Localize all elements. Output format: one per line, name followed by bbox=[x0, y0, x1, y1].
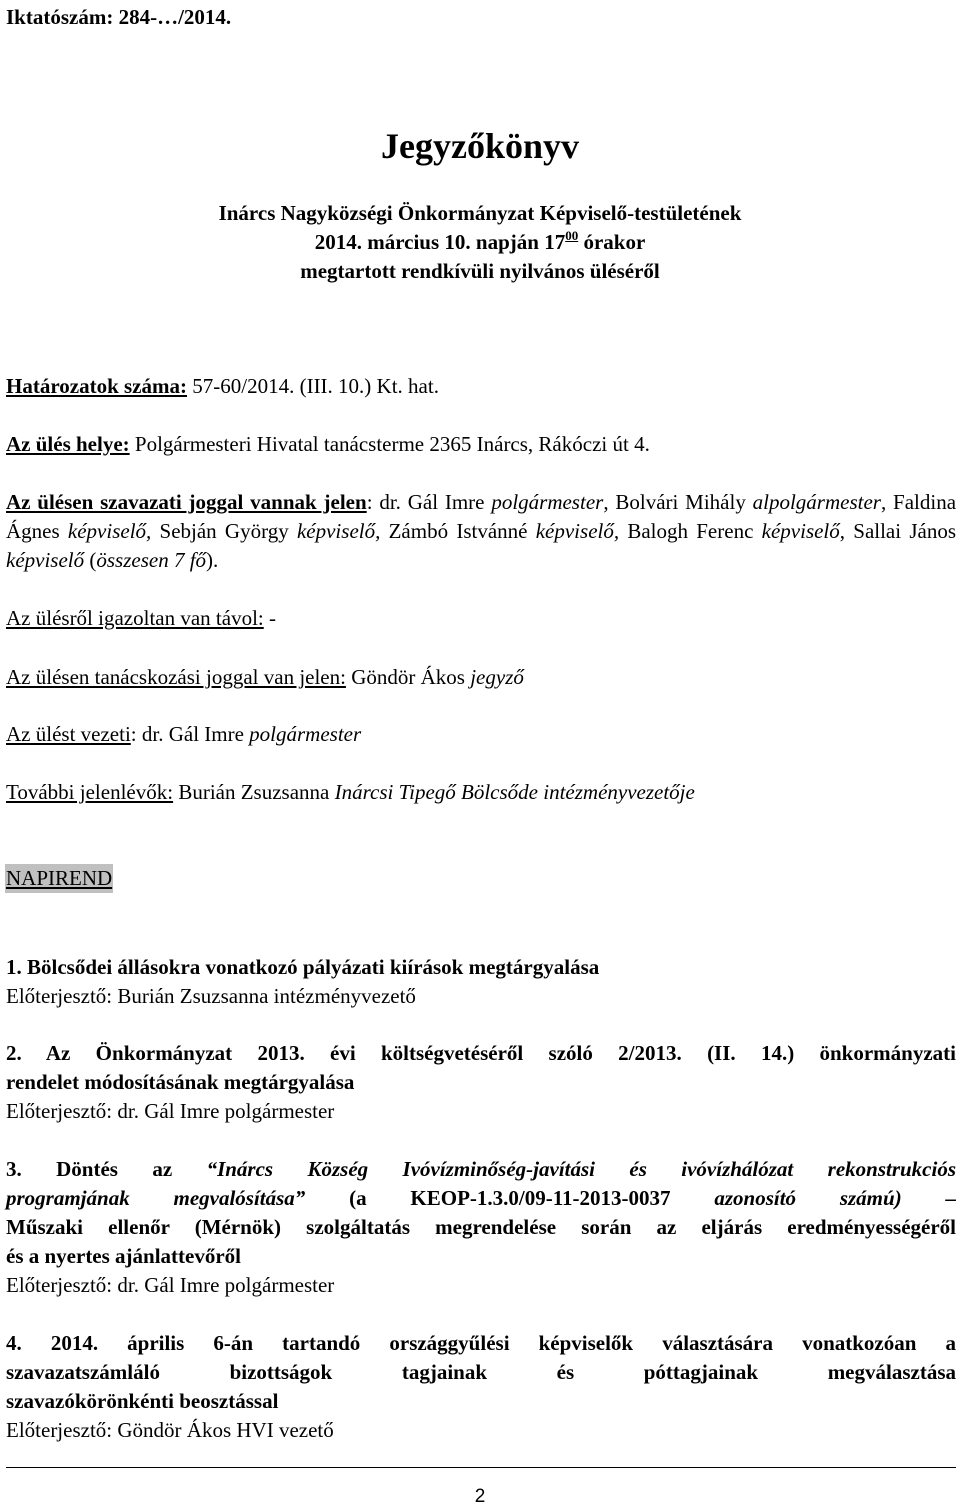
agenda-item-2-title-line-2: rendelet módosításának megtárgyalása bbox=[6, 1070, 355, 1094]
agenda-item-3-title-line-4: és a nyertes ajánlattevőről bbox=[6, 1244, 242, 1268]
voting-member-role: képviselő, bbox=[535, 519, 620, 543]
voting-member-role: képviselő bbox=[6, 548, 85, 572]
document-title: Jegyzőkönyv bbox=[381, 126, 579, 166]
agenda-item-3-title-line-3: Műszaki ellenőr (Mérnök) szolgáltatás megrendelése során az eljárás eredményességéről bbox=[6, 1215, 956, 1239]
others-present-field bbox=[6, 778, 956, 807]
chair-name: dr. Gál Imre bbox=[136, 722, 250, 746]
voting-member-role: alpolgármester bbox=[752, 490, 881, 514]
voting-member-role: képviselő, bbox=[67, 519, 152, 543]
reference-value: 284-…/2014. bbox=[118, 5, 232, 29]
location-field bbox=[6, 430, 956, 459]
absent-value: - bbox=[263, 606, 277, 630]
agenda-item-3-program-name-end: programjának megvalósítása” bbox=[6, 1186, 306, 1210]
meeting-time-suffix: órakor bbox=[578, 230, 646, 254]
others-present-label: További jelenlévők: bbox=[6, 780, 174, 804]
voting-member-name: , Faldina Ágnes bbox=[6, 490, 957, 543]
agenda-heading: NAPIREND bbox=[5, 864, 113, 893]
agenda-item-3-title-line-2 bbox=[6, 1184, 956, 1213]
chair-field bbox=[6, 720, 956, 749]
agenda-item-3-title-line-1 bbox=[6, 1155, 956, 1184]
agenda-item-2-title-line-1: 2. Az Önkormányzat 2013. évi költségvetéséről szóló 2/2013. (II. 14.) önkormányzati bbox=[6, 1041, 956, 1065]
subtitle-line-2 bbox=[0, 228, 960, 257]
agenda-item-3-program-name: “Inárcs Község Ivóvízminőség-javítási és ivóvízhálózat rekonstrukciós bbox=[206, 1157, 957, 1181]
voting-member-name: , Bolvári Mihály bbox=[603, 490, 753, 514]
agenda-item-1-title: 1. Bölcsődei állásokra vonatkozó pályázati kiírások megtárgyalása bbox=[6, 955, 600, 979]
voting-member-role: képviselő, bbox=[296, 519, 381, 543]
voting-member-role: polgármester bbox=[491, 490, 604, 514]
resolutions-value: 57-60/2014. (III. 10.) Kt. hat. bbox=[187, 374, 439, 398]
chair-colon: : bbox=[130, 722, 137, 746]
resolutions-field bbox=[6, 372, 956, 401]
agenda-item-3-project-code: (a KEOP-1.3.0/09-11-2013-0037 bbox=[305, 1186, 715, 1210]
reference-number bbox=[6, 3, 231, 32]
others-present-name: Burián Zsuzsanna bbox=[173, 780, 335, 804]
voting-member-name: ( bbox=[84, 548, 97, 572]
voting-members-paragraph bbox=[6, 488, 956, 575]
chair-role: polgármester bbox=[249, 722, 362, 746]
agenda-item-1-presenter: Előterjesztő: Burián Zsuzsanna intézményvezető bbox=[6, 984, 416, 1008]
absent-field bbox=[6, 604, 956, 633]
agenda-item-4-title-line-3: szavazókörönkénti beosztással bbox=[6, 1389, 279, 1413]
subtitle-line-3: megtartott rendkívüli nyilvános üléséről bbox=[300, 259, 660, 283]
chair-label: Az ülést vezeti bbox=[6, 722, 131, 746]
voting-member-name: dr. Gál Imre bbox=[372, 490, 492, 514]
advisory-role: jegyző bbox=[470, 665, 524, 689]
voting-member-name: Sebján György bbox=[151, 519, 297, 543]
page-number: 2 bbox=[474, 1486, 486, 1507]
absent-label: Az ülésről igazoltan van távol: bbox=[6, 606, 264, 630]
subtitle-line-1: Inárcs Nagyközségi Önkormányzat Képviselő-testületének bbox=[218, 201, 742, 225]
agenda-item-2-presenter: Előterjesztő: dr. Gál Imre polgármester bbox=[6, 1099, 335, 1123]
advisory-label: Az ülésen tanácskozási joggal van jelen: bbox=[6, 665, 346, 689]
agenda-item-4-title-line-2: szavazatszámláló bizottságok tagjainak és póttagjainak megválasztása bbox=[6, 1360, 956, 1384]
voting-member-name: , Sallai János bbox=[839, 519, 957, 543]
agenda-item-4-title-line-1: 4. 2014. április 6-án tartandó országgyűlési képviselők választására vonatkozóan a bbox=[6, 1331, 956, 1355]
voting-member-name: Zámbó Istvánné bbox=[380, 519, 536, 543]
voting-member-role: összesen 7 fő bbox=[96, 548, 207, 572]
location-label: Az ülés helye: bbox=[6, 432, 130, 456]
agenda-item-3-number: 3. Döntés az bbox=[6, 1157, 207, 1181]
advisory-field bbox=[6, 663, 956, 692]
meeting-date: 2014. március 10. napján 17 bbox=[314, 230, 566, 254]
resolutions-label: Határozatok száma: bbox=[6, 374, 187, 398]
meeting-time-minutes: 00 bbox=[565, 228, 579, 243]
location-value: Polgármesteri Hivatal tanácsterme 2365 Inárcs, Rákóczi út 4. bbox=[129, 432, 650, 456]
footer-divider bbox=[6, 1467, 956, 1468]
advisory-name: Göndör Ákos bbox=[345, 665, 471, 689]
voting-member-role: képviselő bbox=[761, 519, 840, 543]
agenda-item-3-presenter: Előterjesztő: dr. Gál Imre polgármester bbox=[6, 1273, 335, 1297]
voting-members-colon: : bbox=[366, 490, 373, 514]
voting-member-name: Balogh Ferenc bbox=[619, 519, 762, 543]
voting-member-name: ). bbox=[206, 548, 219, 572]
agenda-item-4-presenter: Előterjesztő: Göndör Ákos HVI vezető bbox=[6, 1418, 334, 1442]
agenda-item-3-id-label: azonosító számú) – bbox=[714, 1186, 956, 1210]
others-present-role: Inárcsi Tipegő Bölcsőde intézményvezetője bbox=[334, 780, 695, 804]
voting-members-label: Az ülésen szavazati joggal vannak jelen bbox=[6, 490, 367, 514]
agenda-heading-wrap bbox=[5, 864, 113, 893]
reference-label: Iktatószám: bbox=[6, 5, 114, 29]
